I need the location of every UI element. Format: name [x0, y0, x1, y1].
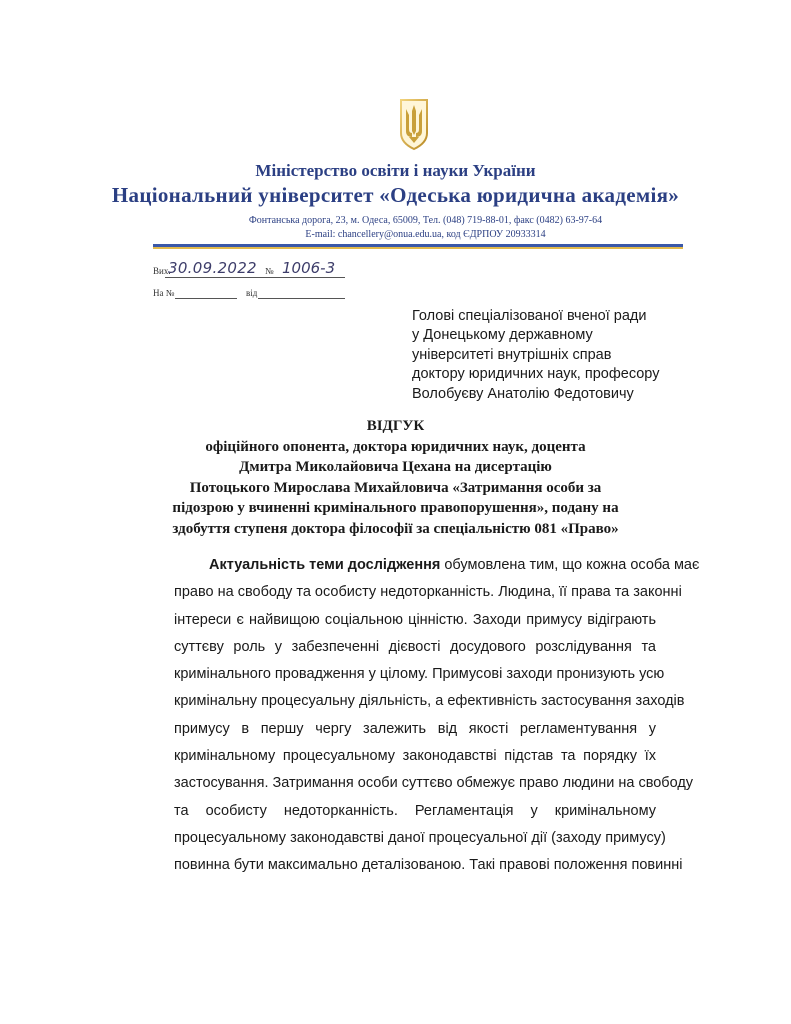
- body-line: кримінального провадження у цілому. Примусові заходи пронизують усю: [174, 666, 665, 683]
- contact-address: Фонтанська дорога, 23, м. Одеса, 65009, Тел. (048) 719-88-01, факс (0482) 63-97-64: [248, 215, 603, 226]
- tryzub-emblem: [397, 97, 431, 151]
- incoming-number-underline: [175, 298, 237, 299]
- body-line: інтереси є найвищою соціальною цінністю. Заходи примусу відіграють: [174, 611, 656, 628]
- addressee-line: університеті внутрішніх справ: [412, 346, 612, 363]
- review-heading: [0, 416, 791, 539]
- heading-line: підозрою у вчиненні кримінального правопорушення», подану на: [172, 500, 619, 516]
- body-line: право на свободу та особисту недоторканність. Людина, її права та законні: [174, 584, 682, 601]
- incoming-from-label: від: [246, 288, 258, 298]
- heading-line: здобуття ступеня доктора філософії за спеціальністю 081 «Право»: [172, 520, 619, 537]
- body-line: процесуальному законодавстві даної процесуальної дії (заходу примусу): [174, 829, 666, 846]
- heading-line: Потоцького Мирослава Михайловича «Затримання особи за: [189, 479, 602, 496]
- ministry-title: Міністерство освіти і науки України: [255, 161, 536, 180]
- incoming-label: На №: [153, 288, 175, 298]
- body-line: суттєву роль у забезпеченні дієвості досудового розслідування та: [174, 638, 656, 655]
- letterhead-divider-gold: [153, 247, 683, 249]
- addressee-line: доктору юридичних наук, професору: [412, 366, 660, 383]
- body-line: [174, 552, 700, 579]
- addressee-block: [412, 307, 659, 404]
- incoming-date-underline: [258, 298, 345, 299]
- body-paragraph: [174, 552, 700, 880]
- body-line: примусу в першу чергу залежить від якості регламентування у: [174, 720, 656, 737]
- outgoing-date: 30.09.2022: [168, 259, 257, 277]
- addressee-line: Волобуєву Анатолію Федотовичу: [412, 385, 634, 402]
- outgoing-underline: [165, 277, 345, 278]
- body-line: кримінальному процесуальному законодавстві підстав та порядку їх: [174, 748, 656, 765]
- addressee-line: у Донецькому державному: [412, 327, 593, 344]
- university-title: Національний університет «Одеська юридична академія»: [111, 183, 680, 207]
- body-lead: Актуальність теми дослідження: [209, 557, 441, 573]
- heading-line: Дмитра Миколайовича Цехана на дисертацію: [239, 459, 552, 475]
- body-line: та особисту недоторканність. Регламентація у кримінальному: [174, 802, 656, 819]
- heading-title: ВІДГУК: [366, 418, 425, 434]
- contact-email: E-mail: chancellery@onua.edu.ua, код ЄДРПОУ 20933314: [305, 229, 546, 240]
- body-line: повинна бути максимально деталізованою. Такі правові положення повинні: [174, 857, 683, 874]
- body-line: застосування. Затримання особи суттєво обмежує право людини на свободу: [174, 775, 694, 792]
- heading-line: офіційного опонента, доктора юридичних наук, доцента: [205, 438, 586, 455]
- outgoing-number: 1006-3: [282, 259, 336, 277]
- outgoing-number-label: №: [265, 266, 274, 276]
- outgoing-label: Вих.: [153, 266, 171, 276]
- body-line-rest: обумовлена тим, що кожна особа має: [444, 557, 700, 573]
- addressee-line: Голові спеціалізованої вченої ради: [412, 308, 647, 324]
- body-line: кримінальну процесуальну діяльність, а ефективність застосування заходів: [174, 693, 685, 710]
